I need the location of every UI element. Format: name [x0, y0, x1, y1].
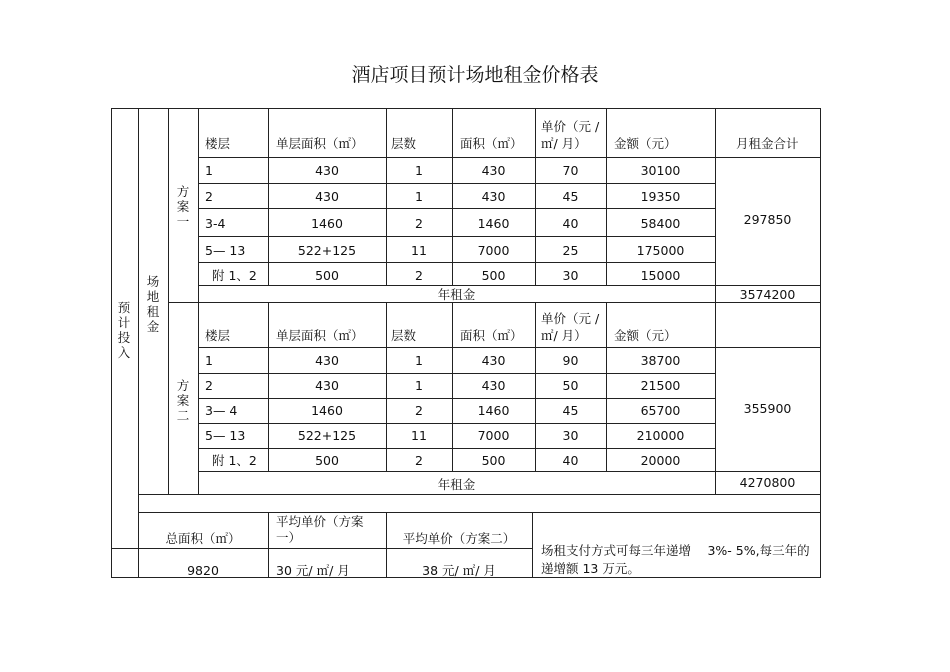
row-amount: 65700	[640, 403, 681, 418]
summary-total-area-label: 总面积（㎡）	[165, 531, 241, 546]
plan1-monthly-total: 297850	[743, 212, 792, 227]
row-unit-area: 430	[315, 378, 339, 393]
row-floor: 5— 13	[205, 243, 246, 258]
row-layers: 11	[411, 428, 427, 443]
row-floor: 附 1、2	[212, 268, 257, 283]
table-rule	[138, 108, 139, 578]
row-layers: 2	[415, 453, 423, 468]
header-unit-price-unit: ㎡/ 月）	[541, 328, 587, 343]
row-unit-area: 430	[315, 353, 339, 368]
summary-note-cont: 递增额 13 万元。	[541, 561, 640, 576]
summary-avg-price-1: 30 元/ ㎡/ 月	[276, 563, 350, 578]
row-unit-area: 522+125	[297, 243, 357, 258]
header-unit-area: 单层面积（㎡）	[276, 328, 364, 343]
row-area: 430	[481, 378, 506, 393]
row-layers: 1	[415, 189, 423, 204]
table-rule	[820, 108, 821, 578]
row-amount: 38700	[640, 353, 681, 368]
plan2-annual-label: 年租金	[437, 477, 476, 492]
row-area: 7000	[477, 243, 510, 258]
table-rule	[198, 262, 716, 263]
table-rule	[198, 347, 821, 348]
row-unit-area: 1460	[311, 216, 343, 231]
table-rule	[268, 512, 269, 578]
row-unit-price: 70	[562, 163, 579, 178]
table-rule	[198, 448, 716, 449]
summary-avg-price-2-label: 平均单价（方案二）	[402, 531, 516, 546]
row-amount: 21500	[640, 378, 681, 393]
row-unit-price: 45	[562, 403, 579, 418]
header-area: 面积（㎡）	[460, 136, 523, 151]
row-amount: 210000	[636, 428, 685, 443]
header-monthly-total: 月租金合计	[736, 136, 799, 151]
row-amount: 30100	[640, 163, 681, 178]
row-unit-price: 40	[562, 453, 579, 468]
table-rule	[198, 471, 821, 472]
row-floor: 3— 4	[205, 403, 238, 418]
row-unit-area: 500	[315, 268, 339, 283]
header-floor: 楼层	[205, 136, 231, 151]
row-amount: 15000	[640, 268, 681, 283]
header-layers: 层数	[391, 136, 417, 151]
row-layers: 1	[415, 353, 423, 368]
summary-note: 场租支付方式可每三年递增 3%- 5%,每三年的	[541, 543, 810, 558]
row-amount: 58400	[640, 216, 681, 231]
side-label-venue-rent: 场地租金	[146, 274, 160, 334]
header-unit-price: 单价（元 /	[541, 119, 600, 134]
header-unit-area: 单层面积（㎡）	[276, 136, 364, 151]
header-unit-price: 单价（元 /	[541, 311, 600, 326]
summary-total-area: 9820	[187, 563, 219, 578]
row-floor: 5— 13	[205, 428, 246, 443]
row-unit-price: 25	[562, 243, 579, 258]
table-rule	[198, 208, 716, 209]
row-unit-area: 522+125	[297, 428, 357, 443]
header-unit-price-unit: ㎡/ 月）	[541, 136, 587, 151]
table-rule	[532, 512, 533, 578]
header-floor: 楼层	[205, 328, 231, 343]
row-floor: 3-4	[205, 216, 226, 231]
row-area: 430	[481, 353, 506, 368]
row-floor: 1	[205, 353, 213, 368]
row-floor: 1	[205, 163, 213, 178]
row-unit-area: 500	[315, 453, 339, 468]
row-layers: 2	[415, 268, 423, 283]
row-layers: 2	[415, 216, 423, 231]
row-floor: 2	[205, 378, 213, 393]
row-layers: 1	[415, 163, 423, 178]
row-unit-area: 430	[315, 189, 339, 204]
row-unit-price: 50	[562, 378, 579, 393]
table-rule	[138, 494, 821, 495]
table-rule	[715, 108, 716, 286]
header-layers: 层数	[391, 328, 417, 343]
table-rule	[198, 423, 716, 424]
table-rule	[198, 285, 821, 286]
table-rule	[198, 157, 821, 158]
row-floor: 附 1、2	[212, 453, 257, 468]
row-area: 500	[481, 268, 506, 283]
row-floor: 2	[205, 189, 213, 204]
row-layers: 11	[411, 243, 427, 258]
header-amount: 金额（元）	[614, 136, 677, 151]
plan2-monthly-total: 355900	[743, 401, 792, 416]
row-area: 7000	[477, 428, 510, 443]
row-layers: 2	[415, 403, 423, 418]
row-amount: 19350	[640, 189, 681, 204]
summary-avg-price-1-label-cont: 一）	[276, 530, 302, 545]
row-unit-price: 90	[562, 353, 579, 368]
summary-avg-price-2: 38 元/ ㎡/ 月	[422, 563, 496, 578]
row-amount: 20000	[640, 453, 681, 468]
table-rule	[715, 302, 716, 472]
table-rule	[198, 183, 716, 184]
row-unit-price: 40	[562, 216, 579, 231]
side-label-plan-2: 方案二	[176, 378, 190, 423]
header-amount: 金额（元）	[614, 328, 677, 343]
row-unit-price: 45	[562, 189, 579, 204]
plan2-annual-value: 4270800	[739, 475, 796, 490]
row-area: 430	[481, 189, 506, 204]
row-unit-area: 430	[315, 163, 339, 178]
summary-avg-price-1-label: 平均单价（方案	[276, 514, 364, 529]
table-rule	[198, 236, 716, 237]
row-area: 1460	[477, 216, 510, 231]
side-label-plan-1: 方案一	[176, 184, 190, 229]
row-unit-area: 1460	[311, 403, 343, 418]
row-area: 500	[481, 453, 506, 468]
header-area: 面积（㎡）	[460, 328, 523, 343]
table-rule	[138, 512, 821, 513]
row-area: 430	[481, 163, 506, 178]
row-unit-price: 30	[562, 268, 579, 283]
page-title: 酒店项目预计场地租金价格表	[351, 64, 599, 86]
table-rule	[198, 398, 716, 399]
side-label-projected-investment: 预计投入	[117, 300, 131, 360]
plan1-annual-value: 3574200	[739, 287, 796, 302]
table-rule	[111, 548, 533, 549]
table-rule	[111, 108, 112, 578]
table-rule	[198, 373, 716, 374]
row-area: 1460	[477, 403, 510, 418]
plan1-annual-label: 年租金	[437, 287, 476, 302]
row-unit-price: 30	[562, 428, 579, 443]
row-layers: 1	[415, 378, 423, 393]
row-amount: 175000	[636, 243, 685, 258]
